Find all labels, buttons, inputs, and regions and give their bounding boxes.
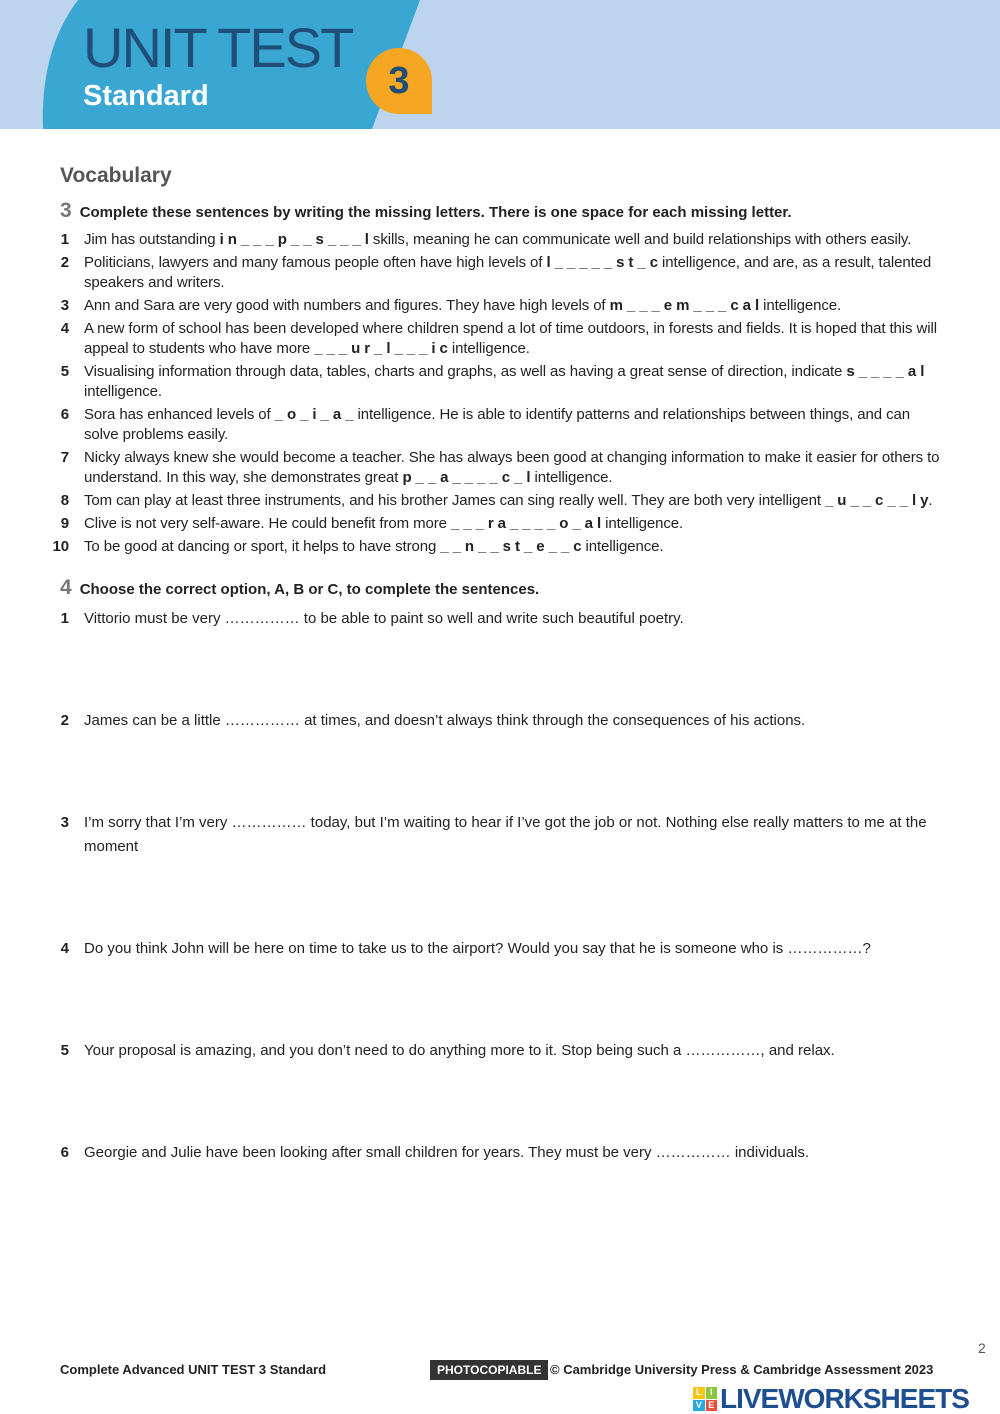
- question-text: Your proposal is amazing, and you don’t need to do anything more to it. Stop being such a ……………, and relax.: [84, 1042, 835, 1059]
- section-title: Vocabulary: [60, 164, 172, 187]
- list-item: [48, 448, 948, 488]
- item-number: 4: [60, 320, 69, 337]
- missing-letters-input[interactable]: _ o _ i _ a _: [274, 406, 354, 423]
- item-text: Politicians, lawyers and many famous people often have high levels of: [84, 254, 547, 271]
- item-text: Jim has outstanding: [84, 231, 220, 248]
- liveworksheets-watermark: LIVEWORKSHEETS: [720, 1383, 969, 1414]
- item-text: skills, meaning he can communicate well and build relationships with others easily.: [368, 231, 912, 248]
- question-item[interactable]: [48, 937, 948, 961]
- logo-letter: I: [706, 1387, 718, 1399]
- item-text: intelligence.: [447, 340, 530, 357]
- question-text: James can be a little …………… at times, and doesn’t always think through the consequences of his actions.: [84, 712, 806, 729]
- item-number: 1: [60, 610, 69, 627]
- question-item[interactable]: [48, 1039, 948, 1063]
- footer-title: Complete Advanced UNIT TEST 3 Standard: [60, 1362, 327, 1377]
- list-item: [48, 537, 948, 557]
- content: [48, 198, 948, 1243]
- logo-letter: V: [693, 1400, 705, 1412]
- exercise-instruction: Complete these sentences by writing the missing letters. There is one space for each missing letter.: [79, 204, 792, 221]
- photocopiable-badge: PHOTOCOPIABLE: [430, 1360, 548, 1380]
- item-text: Sora has enhanced levels of: [84, 406, 275, 423]
- item-number: 10: [52, 538, 69, 555]
- missing-letters-input[interactable]: _ _ _ u r _ l _ _ _ i c: [314, 340, 448, 357]
- item-text: .: [928, 492, 933, 509]
- item-number: 1: [60, 231, 69, 248]
- item-number: 5: [60, 1042, 69, 1059]
- item-number: 5: [60, 363, 69, 380]
- item-number: 9: [60, 515, 69, 532]
- item-number: 3: [60, 297, 69, 314]
- list-item: [48, 362, 948, 402]
- question-text: Do you think John will be here on time to take us to the airport? Would you say that he is someone who is ……………?: [84, 940, 871, 957]
- missing-letters-input[interactable]: _ u _ _ c _ _ l y: [825, 492, 929, 509]
- unit-test-subtitle: Standard: [83, 80, 209, 112]
- copyright: © Cambridge University Press & Cambridge Assessment 2023: [550, 1362, 934, 1377]
- missing-letters-input[interactable]: _ _ n _ _ s t _ e _ _ c: [440, 538, 582, 555]
- item-number: 4: [60, 940, 69, 957]
- unit-test-title: UNIT TEST: [83, 16, 353, 79]
- item-text: intelligence. He is able to identify patterns and relationships between things, and can solve problems easily.: [84, 406, 910, 443]
- unit-number-badge: 3: [366, 48, 432, 114]
- missing-letters-input[interactable]: l _ _ _ _ _ s t _ c: [546, 254, 658, 271]
- question-text: Georgie and Julie have been looking after small children for years. They must be very …………… individuals.: [84, 1144, 810, 1161]
- missing-letters-input[interactable]: m _ _ _ e m _ _ _ c a l: [609, 297, 760, 314]
- item-number: 8: [60, 492, 69, 509]
- question-item[interactable]: [48, 1141, 948, 1165]
- exercise-number: 4: [60, 576, 72, 599]
- list-item: [48, 514, 948, 534]
- item-text: To be good at dancing or sport, it helps to have strong: [84, 538, 441, 555]
- question-text: I’m sorry that I’m very …………… today, but I’m waiting to hear if I’ve got the job or not. Nothing else really matters to me at the moment: [84, 814, 927, 855]
- missing-letters-input[interactable]: _ _ _ r a _ _ _ _ o _ a l: [450, 515, 602, 532]
- question-item[interactable]: [48, 607, 948, 631]
- list-item: [48, 230, 948, 250]
- item-text: Nicky always knew she would become a teacher. She has always been good at changing information to make it easier for others to understand. In this way, she demonstrates great: [84, 449, 940, 486]
- item-text: intelligence.: [759, 297, 842, 314]
- logo-letter: E: [706, 1400, 718, 1412]
- list-item: [48, 491, 948, 511]
- exercise-3-heading: [48, 198, 948, 226]
- item-text: intelligence.: [530, 469, 613, 486]
- item-number: 3: [60, 814, 69, 831]
- exercise-instruction: Choose the correct option, A, B or C, to complete the sentences.: [79, 581, 540, 598]
- item-text: Clive is not very self-aware. He could benefit from more: [84, 515, 451, 532]
- page-number: 2: [978, 1340, 986, 1356]
- item-text: Ann and Sara are very good with numbers and figures. They have high levels of: [84, 297, 610, 314]
- item-text: intelligence.: [601, 515, 684, 532]
- item-number: 7: [60, 449, 69, 466]
- item-text: Visualising information through data, tables, charts and graphs, as well as having a great sense of direction, indicate: [84, 363, 847, 380]
- missing-letters-input[interactable]: i n _ _ _ p _ _ s _ _ _ l: [219, 231, 369, 248]
- item-text: intelligence, and are, as a result, talented speakers and writers.: [84, 254, 932, 291]
- list-item: [48, 253, 948, 293]
- list-item: [48, 405, 948, 445]
- item-number: 2: [60, 254, 69, 271]
- missing-letters-input[interactable]: s _ _ _ _ a l: [846, 363, 925, 380]
- list-item: [48, 296, 948, 316]
- exercise-3-list: [48, 230, 948, 557]
- exercise-4-heading: [48, 575, 948, 603]
- missing-letters-input[interactable]: p _ _ a _ _ _ _ c _ l: [402, 469, 531, 486]
- liveworksheets-logo-icon: [693, 1387, 717, 1411]
- question-item[interactable]: [48, 811, 948, 859]
- item-text: Tom can play at least three instruments, and his brother James can sing really well. They are both very intelligent: [84, 492, 825, 509]
- exercise-number: 3: [60, 199, 72, 222]
- item-text: A new form of school has been developed where children spend a lot of time outdoors, in forests and fields. It is hoped that this will appeal to students who have more: [84, 320, 937, 357]
- item-text: intelligence.: [84, 383, 162, 400]
- list-item: [48, 319, 948, 359]
- item-number: 6: [60, 1144, 69, 1161]
- question-item[interactable]: [48, 709, 948, 733]
- question-text: Vittorio must be very …………… to be able to paint so well and write such beautiful poetry.: [84, 610, 684, 627]
- item-number: 6: [60, 406, 69, 423]
- item-number: 2: [60, 712, 69, 729]
- logo-letter: L: [693, 1387, 705, 1399]
- item-text: intelligence.: [581, 538, 664, 555]
